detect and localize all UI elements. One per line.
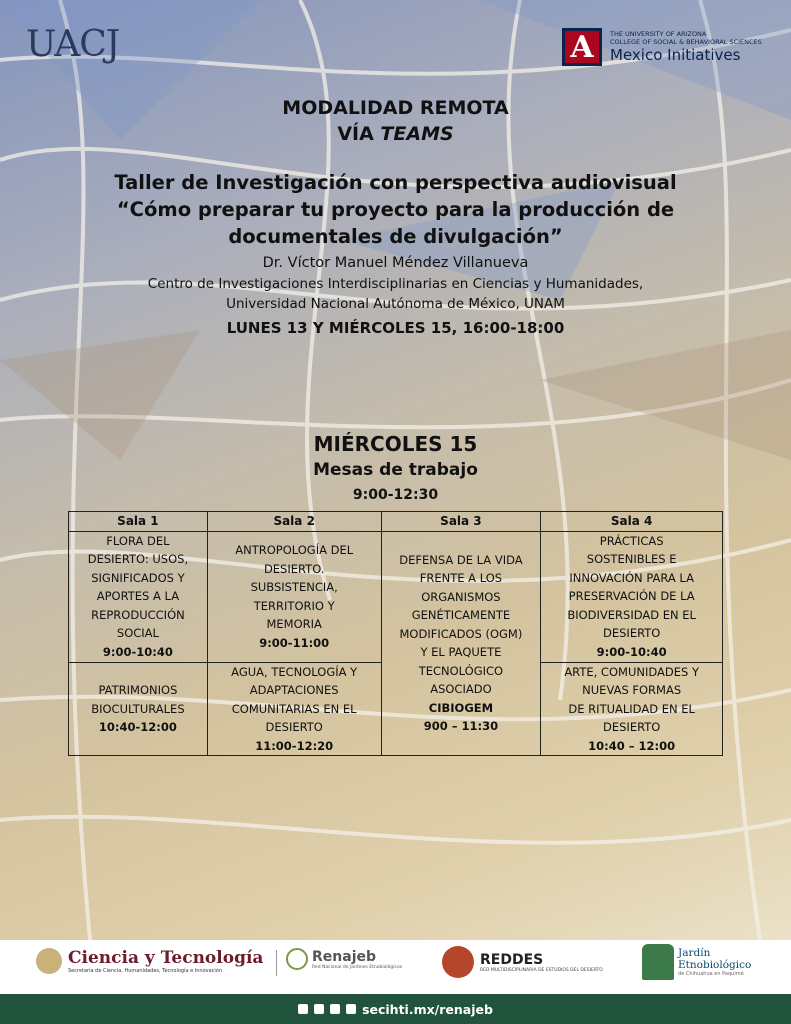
cell-sala1-session2: [69, 662, 208, 756]
cell-sala4-session2: [541, 662, 723, 756]
header-sala-1: Sala 1: [69, 512, 208, 532]
jardin-subtitle: de Chihuahua en Paquimé: [678, 971, 744, 977]
day-title: MIÉRCOLES 15: [313, 432, 478, 456]
ua-line-2: COLLEGE OF SOCIAL & BEHAVIORAL SCIENCES: [610, 38, 762, 46]
cell-line: SOSTENIBLES E: [586, 552, 677, 567]
cell-line: ARTE, COMUNIDADES Y: [564, 664, 699, 679]
day-time: 9:00-12:30: [352, 487, 439, 503]
cell-line: INNOVACIÓN PARA LA: [569, 570, 694, 585]
cell-line: AGUA, TECNOLOGÍA Y: [231, 664, 358, 679]
modality-title: MODALIDAD REMOTA: [282, 97, 509, 119]
workshop-line-1: Taller de Investigación con perspectiva audiovisual: [114, 171, 677, 194]
workshop-title: [0, 169, 791, 250]
institution-line-2: Universidad Nacional Autónoma de México, UNAM: [226, 296, 565, 312]
reddes-emblem-icon: [442, 946, 474, 978]
cell-line: FLORA DEL: [106, 533, 170, 548]
cell-time: 11:00-12:20: [255, 738, 334, 753]
event-info: [0, 95, 791, 340]
cell-sala1-session1: [69, 531, 208, 662]
cell-line: APORTES A LA: [96, 589, 180, 604]
cell-line: ORGANISMOS: [421, 589, 501, 604]
cell-line: DESIERTO: [265, 720, 323, 734]
cell-line: MEMORIA: [266, 617, 322, 631]
uacj-logo: UACJ: [26, 24, 120, 65]
cell-line: DESIERTO: [603, 720, 661, 734]
cell-line: COMUNITARIAS EN EL: [231, 701, 357, 716]
ua-block-a-icon: A: [562, 28, 602, 66]
via-teams-title: [0, 121, 791, 147]
cell-line: TECNOLÓGICO: [418, 663, 504, 678]
schedule-table: [68, 511, 723, 756]
facebook-icon[interactable]: [298, 1004, 308, 1014]
cell-line: DESIERTO.: [263, 561, 325, 576]
via-platform: TEAMS: [380, 123, 454, 145]
cactus-icon: [642, 944, 674, 980]
national-seal-icon: [36, 948, 62, 974]
cell-line: TERRITORIO Y: [253, 598, 335, 613]
jardin-title-1: Jardín: [678, 947, 711, 959]
cell-time: 9:00-10:40: [102, 644, 173, 659]
cell-line: SOCIAL: [116, 626, 159, 641]
header-sala-4: Sala 4: [541, 512, 723, 532]
day-heading: [0, 430, 791, 506]
cell-line: FRENTE A LOS: [419, 571, 503, 586]
university-of-arizona-logo: [562, 28, 762, 66]
table-header-row: [69, 512, 723, 532]
cyt-title: Ciencia y Tecnología: [68, 948, 264, 968]
cell-sala2-session1: [207, 531, 381, 662]
cell-sala3-session: [381, 531, 541, 756]
cell-time: 10:40-12:00: [98, 720, 177, 734]
cell-line: ANTROPOLOGÍA DEL: [235, 543, 354, 557]
cell-line: BIODIVERSIDAD EN EL: [567, 607, 696, 622]
day-subtitle: Mesas de trabajo: [313, 460, 478, 480]
social-footer: [0, 994, 791, 1024]
cell-time: 9:00-11:00: [259, 635, 330, 650]
header-sala-2: Sala 2: [207, 512, 381, 532]
cell-line: DE RITUALIDAD EN EL: [568, 701, 695, 716]
cell-line: ADAPTACIONES: [249, 683, 339, 697]
footer-url-link[interactable]: secihti.mx/renajeb: [362, 1001, 493, 1017]
renajeb-title: Renajeb: [312, 948, 377, 965]
cell-line: MODIFICADOS (OGM): [399, 626, 523, 641]
header-sala-3: Sala 3: [381, 512, 541, 532]
cell-line: BIOCULTURALES: [91, 701, 185, 716]
workshop-line-2: “Cómo preparar tu proyecto para la producción de: [116, 198, 675, 221]
cell-line: GENÉTICAMENTE: [411, 608, 511, 623]
logo-divider: [276, 950, 277, 976]
cell-line: DESIERTO: [603, 626, 661, 641]
cell-line: PATRIMONIOS: [98, 683, 178, 697]
cell-sala4-session1: [541, 531, 723, 662]
youtube-icon[interactable]: [346, 1004, 356, 1014]
cell-line: SIGNIFICADOS Y: [91, 570, 185, 585]
renajeb-logo: [286, 948, 402, 970]
ciencia-tecnologia-logo: [36, 948, 263, 974]
table-row: [69, 531, 723, 662]
cell-line: NUEVAS FORMAS: [582, 683, 682, 697]
reddes-logo: [442, 946, 603, 978]
ua-line-3: Mexico Initiatives: [610, 46, 741, 64]
cell-line: PRÁCTICAS: [599, 533, 664, 548]
institution-line-1: Centro de Investigaciones Interdisciplinarias en Ciencias y Humanidades,: [147, 276, 644, 292]
cell-sala2-session2: [207, 662, 381, 756]
cell-time: 10:40 – 12:00: [588, 738, 676, 753]
cell-line: DESIERTO: USOS,: [87, 552, 189, 567]
renajeb-subtitle: Red Nacional de Jardines Etnobiológicos: [312, 964, 403, 970]
cell-line: ASOCIADO: [430, 682, 492, 697]
event-dates: LUNES 13 Y MIÉRCOLES 15, 16:00-18:00: [226, 319, 565, 337]
presenter-name: Dr. Víctor Manuel Méndez Villanueva: [262, 255, 529, 271]
twitter-icon[interactable]: [314, 1004, 324, 1014]
instagram-icon[interactable]: [330, 1004, 340, 1014]
renajeb-leaf-icon: [286, 948, 308, 970]
sponsor-logos: [0, 940, 791, 994]
cyt-subtitle: Secretaría de Ciencia, Humanidades, Tecnología e Innovación: [68, 968, 223, 974]
cell-line: DEFENSA DE LA VIDA: [399, 552, 523, 567]
jardin-title-2: Etnobiológico: [678, 959, 752, 971]
cell-line: SUBSISTENCIA,: [250, 580, 338, 594]
cell-organizer: CIBIOGEM: [428, 700, 494, 715]
reddes-title: REDDES: [480, 951, 544, 968]
cell-line: REPRODUCCIÓN: [91, 607, 185, 622]
jardin-etnobiologico-logo: [642, 944, 751, 980]
cell-line: PRESERVACIÓN DE LA: [568, 589, 695, 604]
cell-time: 900 – 11:30: [423, 719, 499, 734]
cell-line: Y EL PAQUETE: [420, 645, 502, 660]
ua-text-block: [610, 30, 762, 64]
ua-line-1: THE UNIVERSITY OF ARIZONA: [610, 30, 707, 38]
via-prefix: VÍA: [337, 123, 374, 145]
cell-time: 9:00-10:40: [596, 644, 667, 659]
workshop-line-3: documentales de divulgación”: [228, 225, 563, 248]
reddes-subtitle: RED MULTIDISCIPLINARIA DE ESTUDIOS DEL DESIERTO: [480, 967, 603, 973]
